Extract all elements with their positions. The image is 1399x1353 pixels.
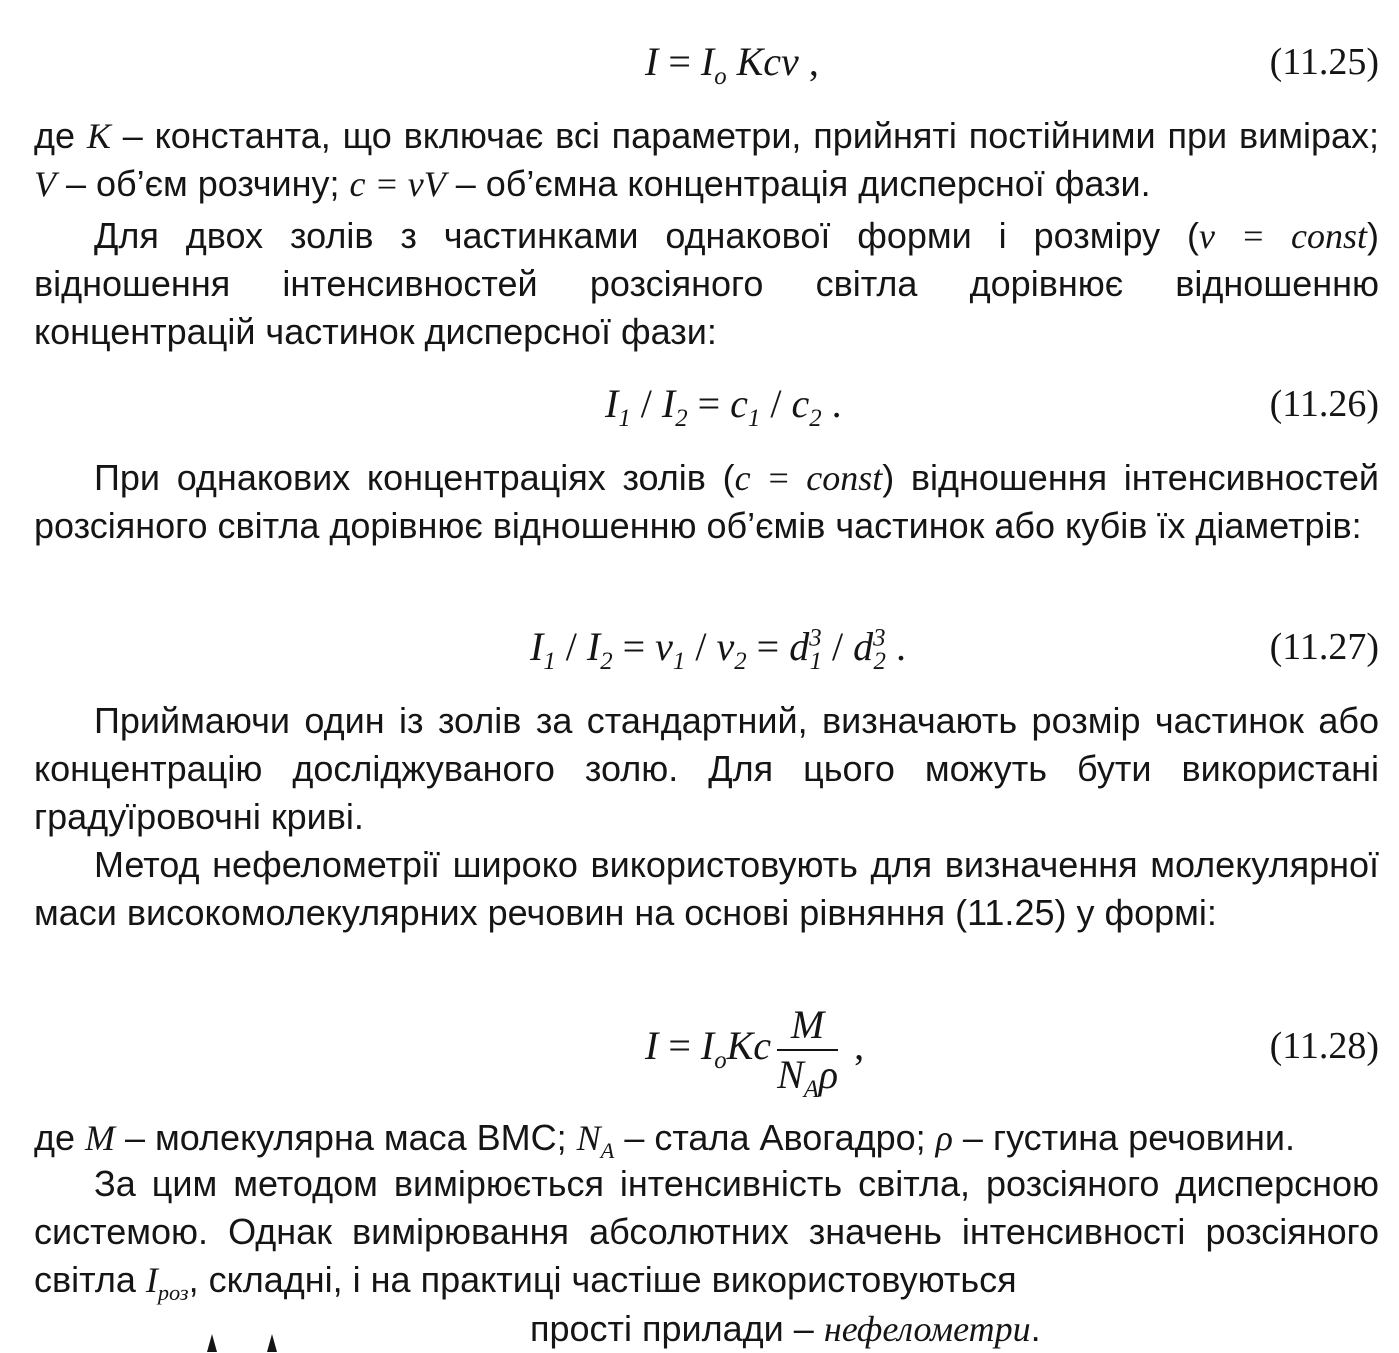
formula-operator: / <box>685 624 717 669</box>
formula-subscript: 2 <box>675 405 688 432</box>
symbol-N: N <box>576 1118 601 1158</box>
symbol-subscript: A <box>600 1138 615 1164</box>
formula-operator: / <box>822 624 854 669</box>
formula-11-27 <box>530 617 906 677</box>
symbol-I: I <box>145 1260 158 1300</box>
formula-symbol: d <box>853 624 874 669</box>
formula-operator: = <box>746 624 790 669</box>
formula-operator: = <box>687 381 731 426</box>
formula-symbol: d <box>789 624 810 669</box>
formula-symbol: I <box>586 624 601 669</box>
formula-punct: . <box>885 624 906 669</box>
formula-11-26 <box>605 374 842 434</box>
formula-operator: / <box>630 381 662 426</box>
paragraph-standard-sol <box>34 697 1379 841</box>
formula-symbol: v <box>716 624 735 669</box>
equation-11-25 <box>0 32 1399 92</box>
equation-number: (11.28) <box>1269 1025 1379 1067</box>
formula-symbol: I <box>645 39 659 84</box>
formula-operator: / <box>555 624 587 669</box>
formula-11-25 <box>645 32 819 92</box>
condition: v = const <box>1198 216 1367 256</box>
text: Метод нефелометрії широко використовують для визначення молекулярної маси високомолекулярних речовин на основі рівняння (11.25) у формі: <box>34 844 1379 933</box>
formula-symbol: c <box>791 381 810 426</box>
formula-subscript: o <box>714 1047 727 1074</box>
arrow-up-icon <box>207 1334 217 1352</box>
last-line <box>530 1305 1041 1353</box>
formula-subscript: 1 <box>618 405 631 432</box>
symbol-K: K <box>86 116 111 156</box>
formula-subscript: 1 <box>809 648 822 675</box>
text: , складні, і на практиці частіше використовуються <box>188 1259 1017 1300</box>
formula-symbol: ρ <box>818 1051 839 1097</box>
equation-11-28 <box>0 996 1399 1106</box>
formula-symbol: I <box>605 381 619 426</box>
symbol-subscript: роз <box>157 1280 189 1306</box>
formula-superscript: 3 <box>873 624 886 652</box>
formula-symbol: I <box>661 381 676 426</box>
paragraph-definitions-1 <box>34 112 1379 208</box>
paragraph-two-sols <box>34 212 1379 356</box>
formula-punct: , <box>808 39 819 84</box>
term-nephelometers: нефелометри <box>823 1309 1031 1349</box>
symbol-rho: ρ <box>935 1118 953 1158</box>
formula-superscript: 3 <box>809 624 822 652</box>
formula-subscript: 2 <box>809 405 822 432</box>
text: – стала Авогадро; <box>614 1117 936 1158</box>
formula-subscript: 2 <box>873 648 886 675</box>
formula-11-28 <box>645 996 865 1103</box>
paragraph-nephelometry <box>34 841 1379 937</box>
formula-subscript: A <box>803 1075 819 1103</box>
formula-operator: / <box>760 381 792 426</box>
formula-symbol: v <box>655 624 673 669</box>
symbol-M: M <box>85 1118 116 1158</box>
symbol-c-equation: c = vV <box>349 164 446 204</box>
condition: c = const <box>734 458 883 498</box>
paragraph-measurement <box>34 1160 1379 1304</box>
equation-number: (11.26) <box>1269 383 1379 425</box>
formula-subscript: 1 <box>747 405 761 432</box>
text: – об’ємна концентрація дисперсної фази. <box>445 163 1151 204</box>
formula-punct: . <box>821 381 842 426</box>
formula-subscript: 2 <box>734 648 747 675</box>
equation-number: (11.25) <box>1269 41 1379 83</box>
formula-subscript: 2 <box>600 648 613 675</box>
text: ) відношення інтенсивностей розсіяного світла дорівнює відношенню об’ємів частинок або кубів їх діаметрів: <box>34 457 1379 546</box>
formula-subscript: o <box>714 63 727 90</box>
text: Приймаючи один із золів за стандартний, визначають розмір частинок або концентрацію досліджуваного золю. Для цього можуть бути використані градуїровочні криві. <box>34 700 1379 837</box>
formula-symbol: Kcv <box>736 39 799 84</box>
formula-fraction <box>777 1001 839 1103</box>
formula-symbol: I <box>645 1023 659 1068</box>
text: прості прилади – <box>530 1308 824 1349</box>
figure-fragment <box>200 1330 290 1352</box>
formula-subscript: 1 <box>543 648 556 675</box>
text: Для двох золів з частинками однакової форми і розміру ( <box>94 215 1199 256</box>
text: . <box>1030 1308 1041 1349</box>
text: За цим методом вимірюється інтенсивність світла, розсіяного дисперсною системою. Однак вимірювання абсолютних значень інтенсивності розсіяного світла <box>34 1163 1379 1300</box>
text: де <box>34 115 87 156</box>
text: – густина речовини. <box>952 1117 1296 1158</box>
formula-symbol: I <box>700 1023 715 1068</box>
arrow-up-icon <box>267 1334 277 1352</box>
formula-symbol: I <box>530 624 544 669</box>
equation-number: (11.27) <box>1269 626 1379 668</box>
equation-11-27 <box>0 617 1399 677</box>
formula-operator: = <box>612 624 656 669</box>
text: – константа, що включає всі параметри, прийняті постійними при вимірах; <box>110 115 1379 156</box>
formula-symbol: Kc <box>726 1023 772 1068</box>
formula-operator: = <box>668 39 691 84</box>
paragraph-definitions-2 <box>34 1114 1379 1162</box>
text: – молекулярна маса ВМС; <box>115 1117 577 1158</box>
fraction-numerator: M <box>777 1001 838 1051</box>
formula-operator: = <box>658 1023 701 1068</box>
equation-11-26 <box>0 374 1399 434</box>
fraction-denominator <box>777 1051 839 1103</box>
text: де <box>34 1117 86 1158</box>
text: ) відношення інтенсивностей розсіяного світла дорівнює відношенню концентрацій частинок дисперсної фази: <box>34 215 1379 352</box>
text: При однакових концентраціях золів ( <box>94 457 735 498</box>
symbol-V: V <box>34 164 56 204</box>
paragraph-equal-concentrations <box>34 454 1379 550</box>
formula-symbol: I <box>700 39 715 84</box>
formula-symbol: c <box>730 381 748 426</box>
text: – об’єм розчину; <box>56 163 350 204</box>
formula-punct: , <box>844 1023 865 1068</box>
formula-subscript: 1 <box>672 648 686 675</box>
formula-symbol: N <box>777 1051 804 1097</box>
